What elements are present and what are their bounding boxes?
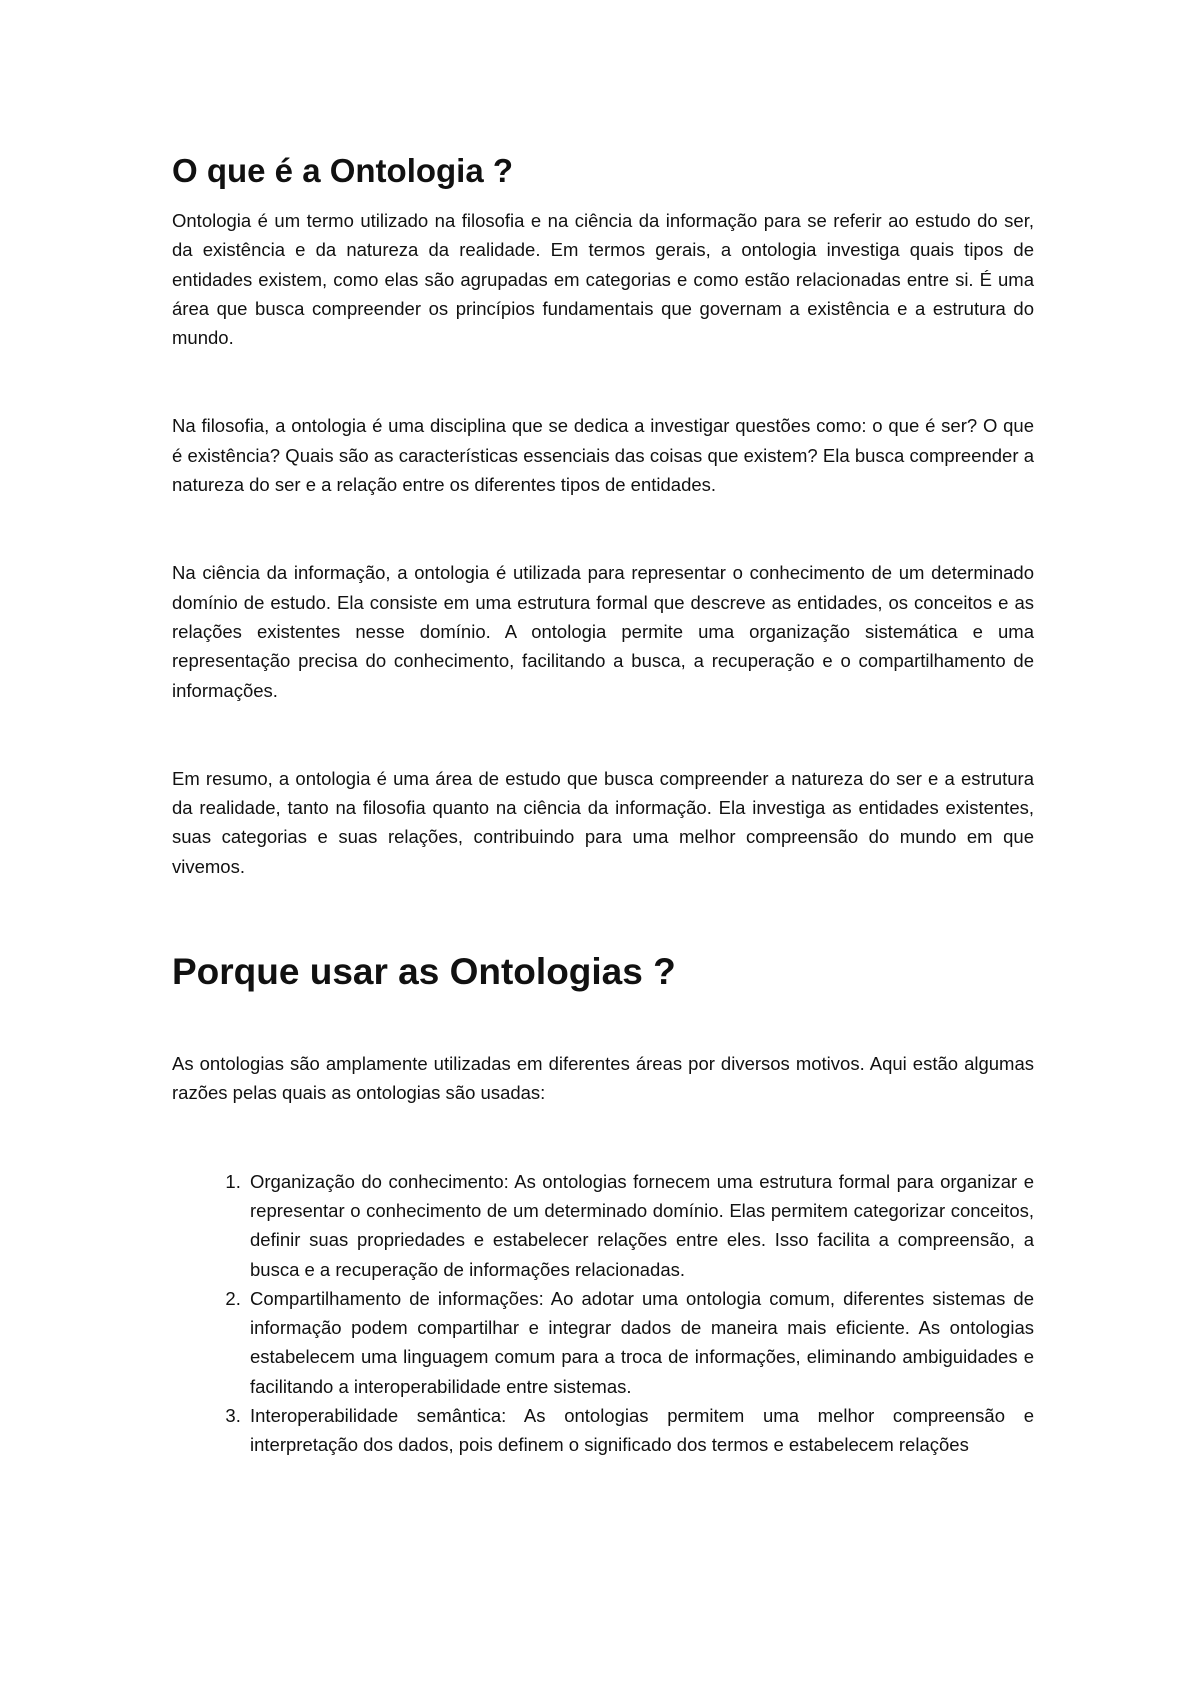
document-page — [172, 148, 1034, 1460]
paragraph-definicao: Ontologia é um termo utilizado na filosofia e na ciência da informação para se referir ao estudo do ser, da existência e da natureza da realidade. Em termos gerais, a ontologia investiga quais tipos de entidades existem, como elas são agrupadas em categorias e como estão relacionadas entre si. É uma área que busca compreender os princípios fundamentais que governam a existência e a estrutura do mundo. — [172, 210, 1034, 349]
section-title-ontologia: O que é a Ontologia ? — [172, 152, 514, 189]
paragraph-filosofia: Na filosofia, a ontologia é uma disciplina que se dedica a investigar questões como: o que é ser? O que é existência? Quais são as características essenciais das coisas que existem? Ela busca compreender a natureza do ser e a relação entre os diferentes tipos de entidades. — [172, 415, 1034, 496]
section-heading-wrapper — [172, 947, 1034, 997]
list-item-compartilhamento: 2. Compartilhamento de informações: Ao adotar uma ontologia comum, diferentes sistemas de informação podem compartilhar e integrar dados de maneira mais eficiente. As ontologias estabelecem uma linguagem comum para a troca de informações, eliminando ambiguidades e facilitando a interoperabilidade entre sistemas. — [246, 1284, 1034, 1401]
section-title-porque-usar: Porque usar as Ontologias ? — [172, 951, 676, 993]
paragraph-ciencia-informacao: Na ciência da informação, a ontologia é utilizada para representar o conhecimento de um determinado domínio de estudo. Ela consiste em uma estrutura formal que descreve as entidades, os conceitos e as relações existentes nesse domínio. A ontologia permite uma organização sistemática e uma representação precisa do conhecimento, facilitando a busca, a recuperação e o compartilhamento de informações. — [172, 562, 1034, 701]
paragraph-intro-razoes: As ontologias são amplamente utilizadas em diferentes áreas por diversos motivos. Aqui estão algumas razões pelas quais as ontologias são usadas: — [172, 1053, 1034, 1104]
list-item-interoperabilidade: 3. Interoperabilidade semântica: As ontologias permitem uma melhor compreensão e interpretação dos dados, pois definem o significado dos termos e estabelecem relações — [246, 1401, 1034, 1460]
paragraph-resumo: Em resumo, a ontologia é uma área de estudo que busca compreender a natureza do ser e a estrutura da realidade, tanto na filosofia quanto na ciência da informação. Ela investiga as entidades existentes, suas categorias e suas relações, contribuindo para uma melhor compreensão do mundo em que vivemos. — [172, 767, 1034, 877]
list-item-organizacao: 1. Organização do conhecimento: As ontologias fornecem uma estrutura formal para organizar e representar o conhecimento de um determinado domínio. Elas permitem categorizar conceitos, definir suas propriedades e estabelecer relações entre eles. Isso facilita a compreensão, a busca e a recuperação de informações relacionadas. — [246, 1167, 1034, 1284]
reasons-list — [172, 1167, 1034, 1460]
